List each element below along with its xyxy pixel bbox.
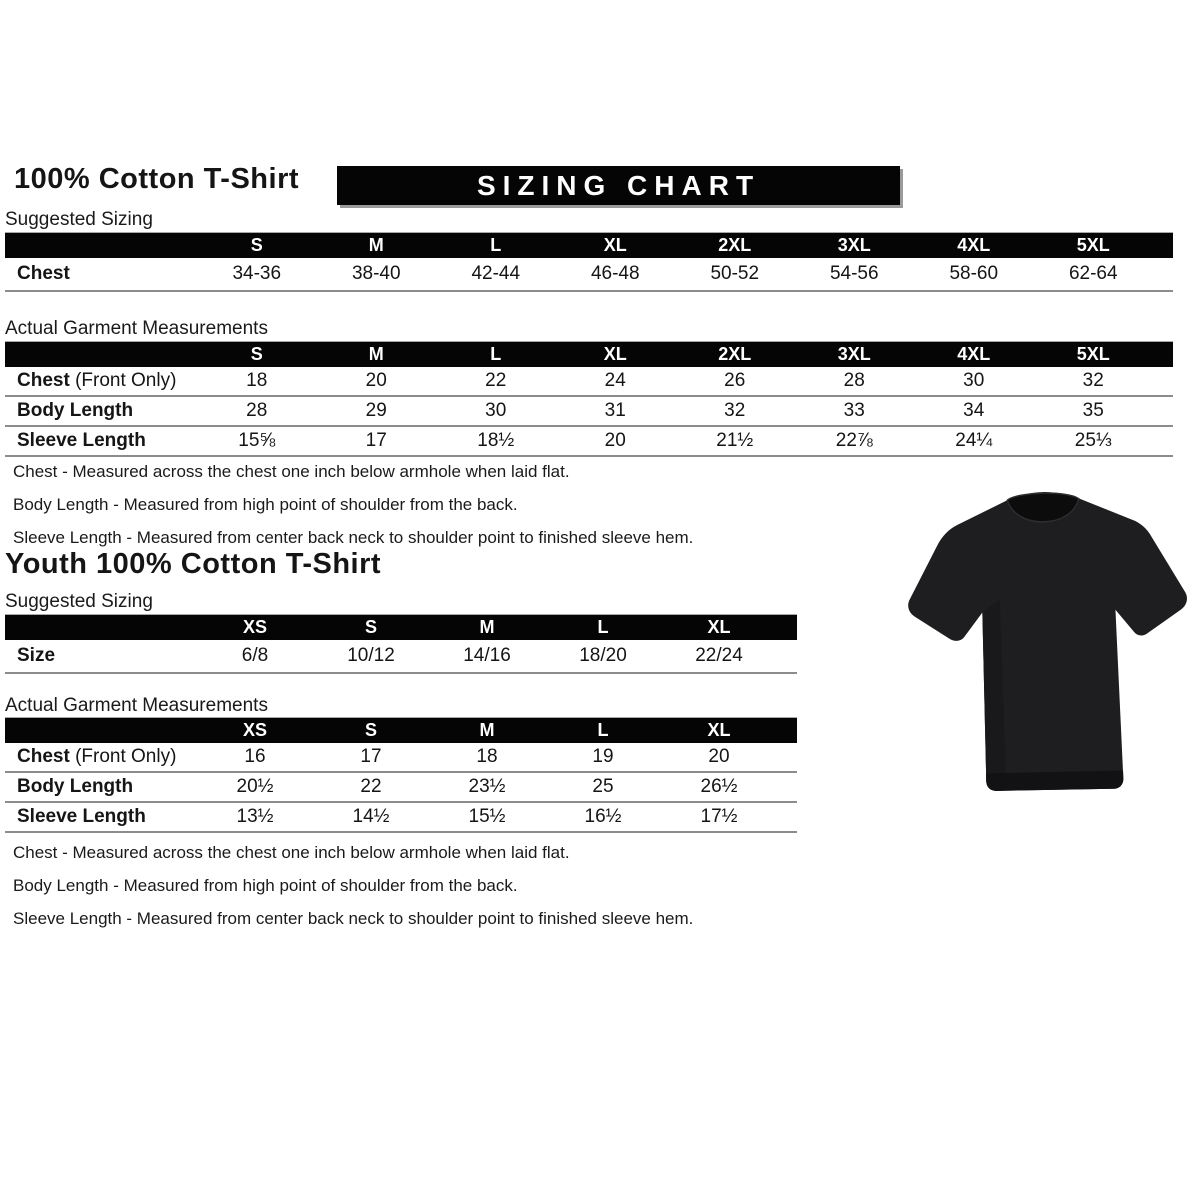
column-header-l: L bbox=[597, 617, 609, 637]
note-chest: Chest - Measured across the chest one inch below armhole when laid flat. bbox=[13, 843, 570, 862]
table-cell: 62-64 bbox=[1068, 263, 1118, 284]
column-header-m: M bbox=[479, 720, 495, 740]
column-header-xs: XS bbox=[242, 720, 267, 740]
adult-suggested-header-row bbox=[5, 233, 1173, 258]
column-header-s: S bbox=[250, 235, 263, 255]
table-cell: 14/16 bbox=[463, 645, 511, 666]
note-body-length: Body Length - Measured from high point of shoulder from the back. bbox=[13, 495, 518, 514]
table-cell: 31 bbox=[604, 400, 626, 421]
table-cell: 24¼ bbox=[955, 430, 993, 451]
black-tshirt-image bbox=[898, 476, 1196, 808]
column-header-3xl: 3XL bbox=[837, 235, 871, 255]
table-cell: 34 bbox=[963, 400, 985, 421]
row-label: Body Length bbox=[17, 776, 134, 797]
table-cell: 22 bbox=[360, 776, 382, 797]
row-label: Chest bbox=[17, 263, 70, 284]
column-header-2xl: 2XL bbox=[718, 344, 752, 364]
table-cell: 17½ bbox=[700, 806, 738, 827]
table-cell: 14½ bbox=[352, 806, 390, 827]
column-header-l: L bbox=[597, 720, 609, 740]
adult-actual-measurements-table bbox=[5, 341, 1173, 457]
table-cell: 10/12 bbox=[347, 645, 395, 666]
table-cell: 28 bbox=[246, 400, 268, 421]
column-header-xl: XL bbox=[707, 720, 731, 740]
note-body-length: Body Length - Measured from high point of shoulder from the back. bbox=[13, 876, 518, 895]
table-cell: 33 bbox=[843, 400, 865, 421]
table-cell: 17 bbox=[360, 746, 382, 767]
note-sleeve-length: Sleeve Length - Measured from center back neck to shoulder point to finished sleeve hem. bbox=[13, 909, 694, 928]
youth-sleeve-length-row bbox=[5, 801, 797, 831]
note-chest: Chest - Measured across the chest one inch below armhole when laid flat. bbox=[13, 462, 570, 481]
youth-actual-header-row bbox=[5, 718, 797, 743]
youth-body-length-row bbox=[5, 771, 797, 801]
table-cell: 17 bbox=[365, 430, 387, 451]
table-cell: 15½ bbox=[468, 806, 506, 827]
row-label: Body Length bbox=[17, 400, 134, 421]
adult-section-title: 100% Cotton T-Shirt bbox=[14, 163, 300, 195]
column-header-xl: XL bbox=[603, 344, 627, 364]
note-sleeve-length: Sleeve Length - Measured from center back neck to shoulder point to finished sleeve hem. bbox=[13, 528, 694, 547]
tshirt-body bbox=[904, 487, 1193, 796]
column-header-2xl: 2XL bbox=[718, 235, 752, 255]
youth-chest-row bbox=[5, 743, 797, 771]
youth-measurement-notes bbox=[13, 843, 693, 942]
column-header-xl: XL bbox=[707, 617, 731, 637]
column-header-m: M bbox=[479, 617, 495, 637]
table-cell: 24 bbox=[604, 370, 626, 391]
table-cell: 18 bbox=[476, 746, 498, 767]
table-cell: 26½ bbox=[700, 776, 738, 797]
column-header-s: S bbox=[364, 720, 377, 740]
table-cell: 22 bbox=[485, 370, 507, 391]
table-cell: 20 bbox=[604, 430, 626, 451]
table-cell: 6/8 bbox=[241, 645, 269, 666]
column-header-5xl: 5XL bbox=[1076, 235, 1110, 255]
table-cell: 26 bbox=[724, 370, 746, 391]
row-label: Sleeve Length bbox=[17, 430, 146, 451]
table-cell: 20 bbox=[708, 746, 730, 767]
table-cell: 35 bbox=[1082, 400, 1104, 421]
adult-actual-measurements-label: Actual Garment Measurements bbox=[5, 318, 268, 339]
table-cell: 42-44 bbox=[471, 263, 521, 284]
column-header-5xl: 5XL bbox=[1076, 344, 1110, 364]
adult-body-length-row bbox=[5, 395, 1173, 425]
table-cell: 38-40 bbox=[351, 263, 401, 284]
adult-actual-header-row bbox=[5, 342, 1173, 367]
column-header-xl: XL bbox=[603, 235, 627, 255]
column-header-l: L bbox=[490, 235, 502, 255]
table-cell: 25 bbox=[592, 776, 614, 797]
column-header-s: S bbox=[364, 617, 377, 637]
table-cell: 22/24 bbox=[695, 645, 743, 666]
table-cell: 20½ bbox=[236, 776, 274, 797]
table-cell: 28 bbox=[843, 370, 865, 391]
column-header-l: L bbox=[490, 344, 502, 364]
youth-actual-measurements-table bbox=[5, 717, 797, 833]
table-cell: 13½ bbox=[236, 806, 274, 827]
adult-chest-row bbox=[5, 367, 1173, 395]
row-label: Chest (Front Only) bbox=[17, 746, 177, 767]
column-header-xs: XS bbox=[242, 617, 267, 637]
youth-suggested-sizing-table bbox=[5, 614, 797, 674]
table-cell: 32 bbox=[1082, 370, 1104, 391]
column-header-3xl: 3XL bbox=[837, 344, 871, 364]
table-cell: 30 bbox=[963, 370, 985, 391]
table-cell: 21½ bbox=[716, 430, 754, 451]
table-cell: 29 bbox=[365, 400, 387, 421]
table-cell: 34-36 bbox=[232, 263, 282, 284]
table-cell: 32 bbox=[724, 400, 746, 421]
sizing-chart-banner bbox=[337, 166, 900, 205]
table-cell: 16½ bbox=[584, 806, 622, 827]
sizing-chart-banner-text: SIZING CHART bbox=[476, 169, 761, 201]
adult-measurement-notes bbox=[13, 462, 693, 561]
table-cell: 23½ bbox=[468, 776, 506, 797]
youth-size-row bbox=[5, 640, 797, 672]
adult-suggested-sizing-label: Suggested Sizing bbox=[5, 209, 153, 230]
youth-actual-measurements-label: Actual Garment Measurements bbox=[5, 695, 268, 716]
table-cell: 54-56 bbox=[829, 263, 879, 284]
table-cell: 50-52 bbox=[710, 263, 760, 284]
table-cell: 46-48 bbox=[590, 263, 640, 284]
table-cell: 22⅞ bbox=[835, 430, 873, 451]
table-cell: 18/20 bbox=[579, 645, 627, 666]
table-cell: 15⅝ bbox=[238, 430, 276, 451]
row-label: Size bbox=[17, 645, 56, 666]
column-header-m: M bbox=[368, 344, 384, 364]
table-cell: 58-60 bbox=[949, 263, 999, 284]
youth-suggested-header-row bbox=[5, 615, 797, 640]
column-header-s: S bbox=[250, 344, 263, 364]
adult-chest-suggested-row bbox=[5, 258, 1173, 290]
table-cell: 20 bbox=[365, 370, 387, 391]
youth-section-title: Youth 100% Cotton T-Shirt bbox=[5, 548, 382, 580]
table-cell: 18½ bbox=[477, 430, 515, 451]
column-header-4xl: 4XL bbox=[957, 235, 991, 255]
table-cell: 16 bbox=[244, 746, 266, 767]
table-cell: 19 bbox=[592, 746, 614, 767]
table-cell: 30 bbox=[485, 400, 507, 421]
table-cell: 25⅓ bbox=[1074, 430, 1112, 451]
row-label: Chest (Front Only) bbox=[17, 370, 177, 391]
row-label: Sleeve Length bbox=[17, 806, 146, 827]
table-cell: 18 bbox=[246, 370, 268, 391]
column-header-4xl: 4XL bbox=[957, 344, 991, 364]
adult-suggested-sizing-table bbox=[5, 232, 1173, 292]
youth-suggested-sizing-label: Suggested Sizing bbox=[5, 591, 153, 612]
column-header-m: M bbox=[368, 235, 384, 255]
adult-sleeve-length-row bbox=[5, 425, 1173, 455]
